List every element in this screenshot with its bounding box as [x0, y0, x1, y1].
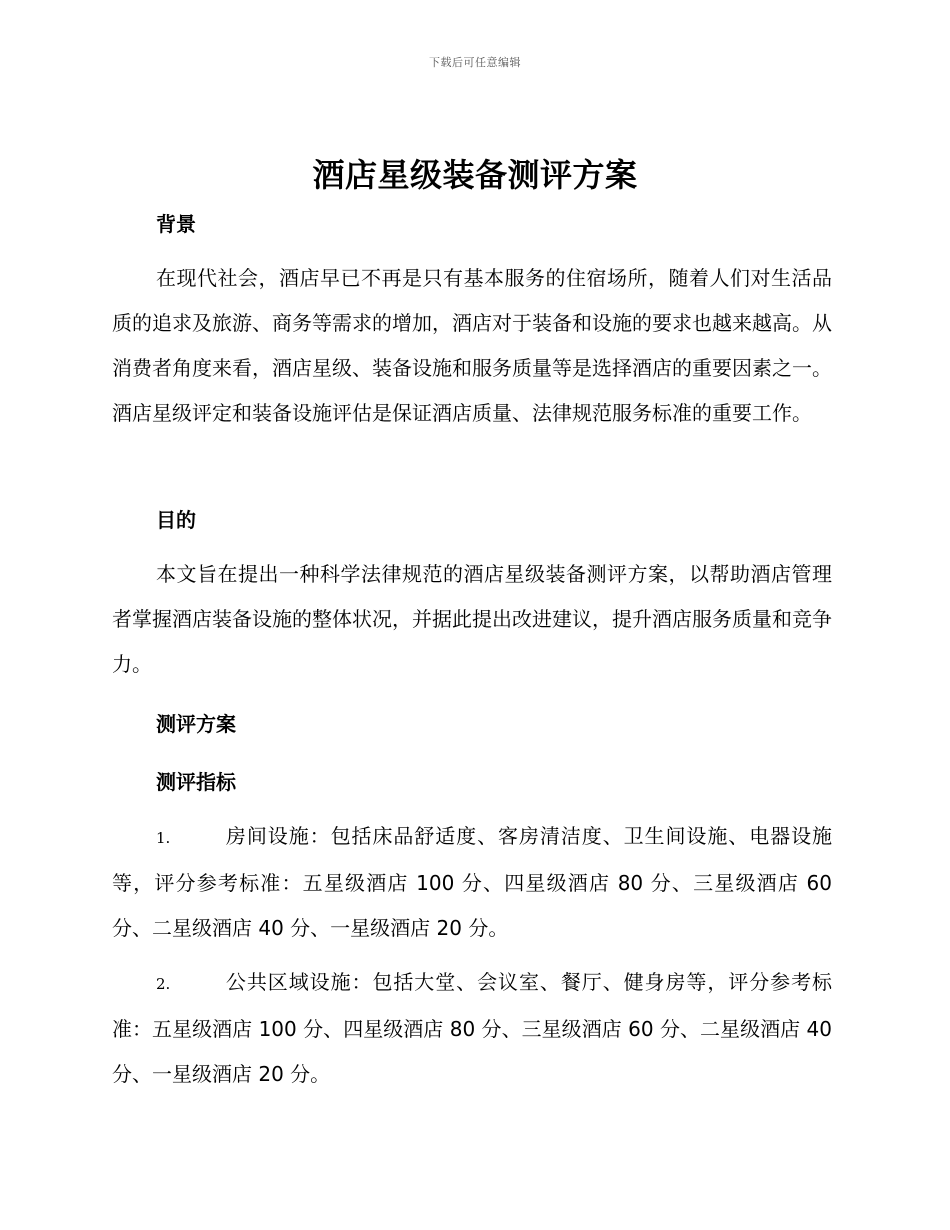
header-note: 下载后可任意编辑 — [429, 56, 521, 69]
paragraph-background: 在现代社会，酒店早已不再是只有基本服务的住宿场所，随着人们对生活品质的追求及旅游、商务等需求的增加，酒店对于装备和设施的要求也越来越高。从消费者角度来看，酒店星级、装备设施和服务质量等是选择酒店的重要因素之一。酒店星级评定和装备设施评估是保证酒店质量、法律规范服务标准的重要工作。 — [112, 266, 832, 425]
list-item-number: 2. — [156, 975, 171, 993]
list-item-number: 1. — [156, 829, 171, 847]
heading-evaluation-indicators: 测评指标 — [156, 770, 236, 794]
paragraph-purpose: 本文旨在提出一种科学法律规范的酒店星级装备测评方案，以帮助酒店管理者掌握酒店装备设施的整体状况，并据此提出改进建议，提升酒店服务质量和竞争力。 — [112, 562, 832, 676]
list-item-public-area-facilities — [112, 960, 832, 1097]
heading-background: 背景 — [156, 212, 196, 236]
list-item-text: 公共区域设施：包括大堂、会议室、餐厅、健身房等，评分参考标准：五星级酒店 100 分、四星级酒店 80 分、三星级酒店 60 分、二星级酒店 40 分、一星级酒店 20 分。 — [112, 970, 832, 1086]
page-title: 酒店星级装备测评方案 — [312, 156, 638, 194]
heading-purpose: 目的 — [156, 508, 196, 532]
list-item-room-facilities — [112, 814, 832, 951]
heading-evaluation-plan: 测评方案 — [156, 712, 236, 736]
list-item-text: 房间设施：包括床品舒适度、客房清洁度、卫生间设施、电器设施等，评分参考标准：五星级酒店 100 分、四星级酒店 80 分、三星级酒店 60 分、二星级酒店 40 分、一星级酒店 20 分。 — [112, 824, 832, 940]
